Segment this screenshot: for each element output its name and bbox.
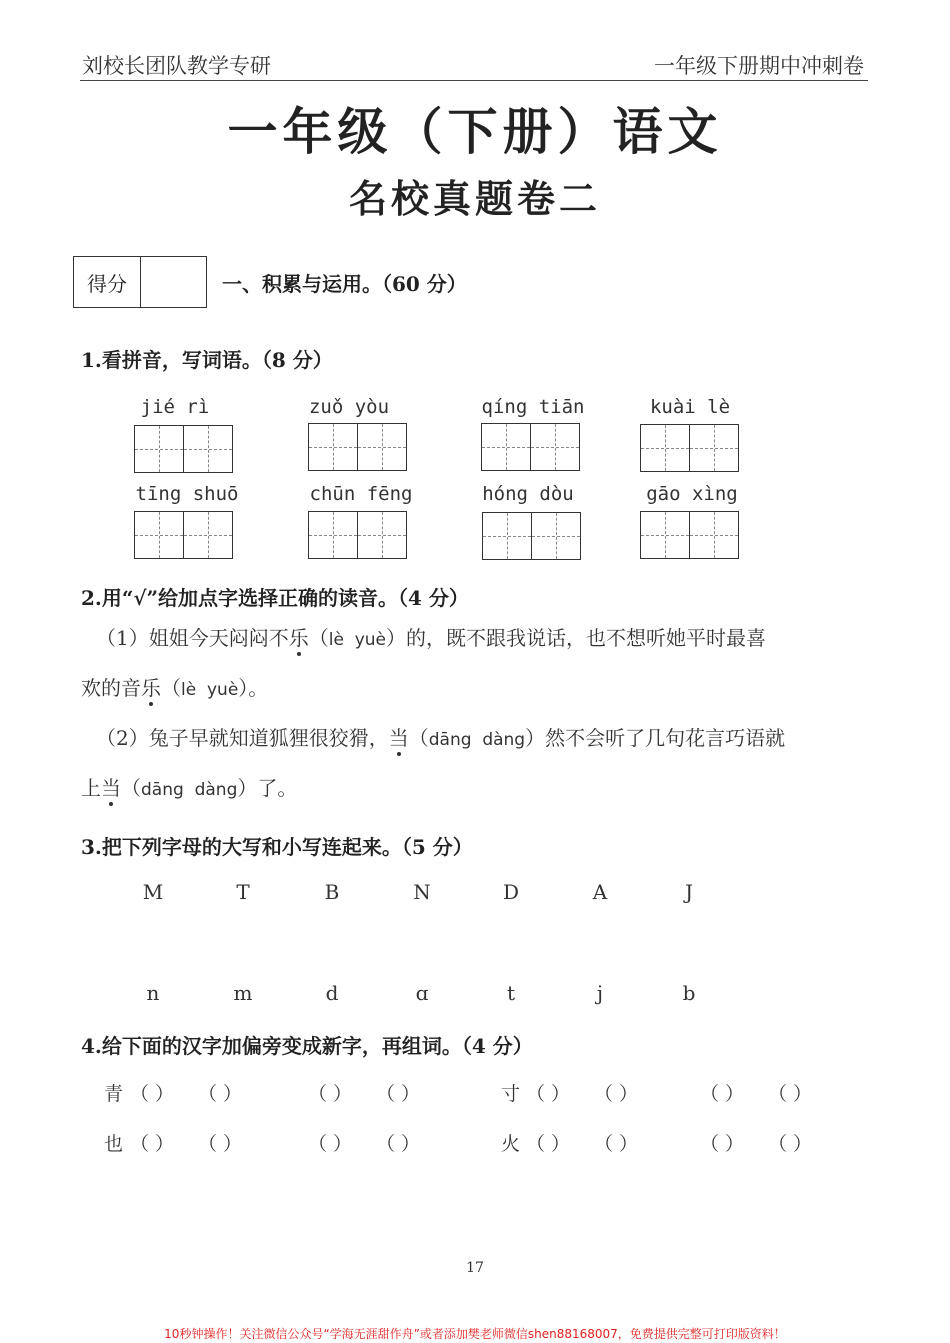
pinyin-label: tīng shuō <box>135 483 239 505</box>
pinyin-label: zuǒ yòu <box>308 396 390 418</box>
pinyin-choice: dāng dàng <box>141 780 238 800</box>
pinyin-label: kuài lè <box>649 396 731 418</box>
dotted-char: 乐 <box>288 626 309 650</box>
q2-sentence-2-cont: 上当（dāng dàng）了。 <box>81 776 298 800</box>
dotted-char: 当 <box>388 726 409 750</box>
uppercase-letter[interactable]: T <box>236 880 250 904</box>
score-label: 得分 <box>74 257 141 307</box>
answer-blank[interactable]: （ ） <box>594 1133 639 1155</box>
score-box <box>73 256 207 308</box>
lowercase-letter[interactable]: t <box>506 981 516 1005</box>
page-title: 一年级（下册）语文 <box>227 102 723 161</box>
writing-grid[interactable] <box>308 511 407 559</box>
writing-grid[interactable] <box>308 423 407 471</box>
answer-blank[interactable]: （ ） <box>130 1083 175 1105</box>
pinyin-label: qíng tiān <box>481 396 585 418</box>
answer-blank[interactable]: （ ） <box>700 1083 745 1105</box>
header-right: 一年级下册期中冲刺卷 <box>654 54 864 78</box>
lowercase-letter[interactable]: ɑ <box>415 981 429 1005</box>
answer-blank[interactable]: （ ） <box>376 1083 421 1105</box>
q2-sentence-2: （2）兔子早就知道狐狸很狡猾，当（dāng dàng）然不会听了几句花言巧语就 <box>96 726 786 750</box>
q2-sentence-1: （1）姐姐今天闷闷不乐（lè yuè）的，既不跟我说话，也不想听她平时最喜 <box>96 626 767 650</box>
answer-blank[interactable]: （ ） <box>594 1083 639 1105</box>
pinyin-label: gāo xìng <box>646 483 738 505</box>
writing-grid[interactable] <box>640 424 739 472</box>
answer-blank[interactable]: （ ） <box>526 1083 571 1105</box>
radical-row <box>100 1079 880 1103</box>
base-char: 寸 <box>501 1083 521 1105</box>
q4-title: 4.给下面的汉字加偏旁变成新字，再组词。（4 分） <box>81 1034 533 1058</box>
lowercase-letter[interactable]: d <box>325 981 339 1005</box>
lowercase-letter[interactable]: j <box>596 981 604 1005</box>
writing-grid[interactable] <box>134 511 233 559</box>
uppercase-letter[interactable]: M <box>142 880 164 904</box>
pinyin-choice: lè yuè <box>328 630 387 650</box>
answer-blank[interactable]: （ ） <box>308 1083 353 1105</box>
uppercase-letter[interactable]: B <box>324 880 340 904</box>
answer-blank[interactable]: （ ） <box>526 1133 571 1155</box>
answer-blank[interactable]: （ ） <box>768 1133 813 1155</box>
answer-blank[interactable]: （ ） <box>376 1133 421 1155</box>
answer-blank[interactable]: （ ） <box>130 1133 175 1155</box>
base-char: 青 <box>104 1083 124 1105</box>
answer-blank[interactable]: （ ） <box>308 1133 353 1155</box>
pinyin-choice: lè yuè <box>181 680 239 700</box>
q2-sentence-1-cont: 欢的音乐（lè yuè）。 <box>81 676 269 700</box>
base-char: 也 <box>104 1133 124 1155</box>
writing-grid[interactable] <box>481 423 580 471</box>
header-left: 刘校长团队教学专研 <box>82 54 271 78</box>
radical-row <box>100 1129 880 1153</box>
answer-blank[interactable]: （ ） <box>768 1083 813 1105</box>
lowercase-letter[interactable]: n <box>146 981 160 1005</box>
writing-grid[interactable] <box>640 511 739 559</box>
page-subtitle: 名校真题卷二 <box>348 176 601 221</box>
page-number: 17 <box>466 1260 484 1276</box>
uppercase-letter[interactable]: J <box>684 880 694 904</box>
base-char: 火 <box>501 1133 521 1155</box>
header-rule <box>80 80 868 81</box>
score-field[interactable] <box>141 257 206 307</box>
answer-blank[interactable]: （ ） <box>700 1133 745 1155</box>
q3-title: 3.把下列字母的大写和小写连起来。（5 分） <box>81 835 473 859</box>
q1-title: 1.看拼音，写词语。（8 分） <box>81 348 333 372</box>
answer-blank[interactable]: （ ） <box>198 1133 243 1155</box>
lowercase-letter[interactable]: m <box>233 981 253 1005</box>
answer-blank[interactable]: （ ） <box>198 1083 243 1105</box>
writing-grid[interactable] <box>134 425 233 473</box>
dotted-char: 乐 <box>141 676 161 700</box>
pinyin-label: jié rì <box>140 396 210 418</box>
section-title: 一、积累与运用。（60 分） <box>222 272 467 296</box>
uppercase-letter[interactable]: N <box>413 880 431 904</box>
pinyin-choice: dāng dàng <box>428 730 526 750</box>
lowercase-letter[interactable]: b <box>682 981 696 1005</box>
writing-grid[interactable] <box>482 512 581 560</box>
uppercase-letter[interactable]: A <box>592 880 608 904</box>
uppercase-letter[interactable]: D <box>502 880 520 904</box>
pinyin-label: hóng dòu <box>482 483 574 505</box>
footer-notice: 10秒钟操作！关注微信公众号“学海无涯甜作舟”或者添加樊老师微信shen88168007，免费提供完整可打印版资料！ <box>164 1327 786 1341</box>
pinyin-label: chūn fēng <box>309 483 413 505</box>
q2-title: 2.用“√”给加点字选择正确的读音。（4 分） <box>81 586 469 610</box>
dotted-char: 当 <box>101 776 121 800</box>
